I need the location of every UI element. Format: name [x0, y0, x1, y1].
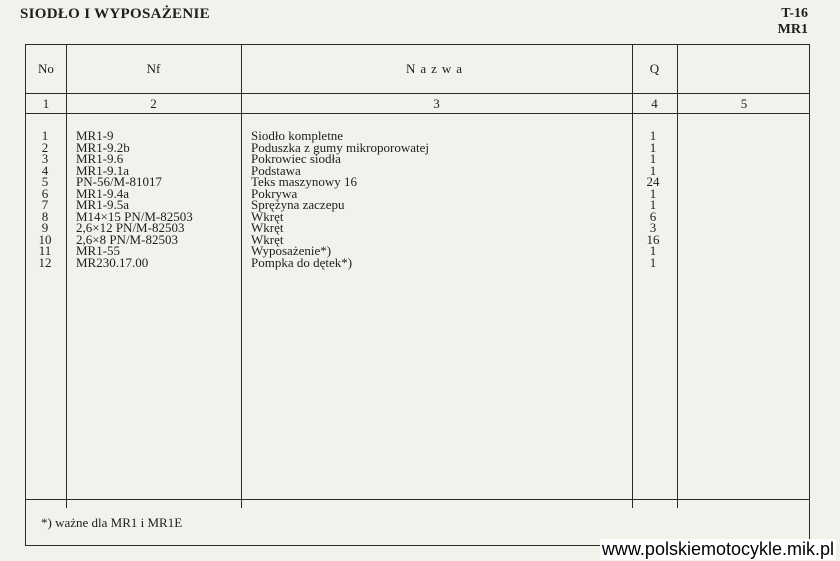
row-q: 3 [649, 220, 657, 235]
row-nf: 2,6×8 PN/M-82503 [76, 231, 178, 247]
row-q: 24 [646, 174, 660, 189]
col-divider-1 [66, 45, 67, 508]
row-name: Pompka do dętek*) [251, 254, 353, 270]
row-name: Pokrywa [251, 185, 298, 201]
website-watermark: www.polskiemotocykle.mik.pl [601, 539, 834, 559]
row-q: 1 [649, 185, 657, 201]
row-name: Wyposażenie*) [251, 243, 332, 258]
header-nazwa: Nazwa [405, 61, 468, 76]
row-nf: MR230.17.00 [76, 254, 149, 270]
column-number-separator [26, 113, 809, 114]
row-name: Siodło kompletne [251, 128, 344, 143]
row-no: 5 [41, 174, 49, 189]
code-top: T-16 [781, 6, 808, 21]
row-no: 2 [41, 139, 49, 155]
row-nf: MR1-9.6 [76, 151, 124, 166]
row-name: Sprężyna zaczepu [251, 197, 345, 212]
row-no: 12 [38, 254, 52, 270]
row-name: Pokrowiec siodła [251, 151, 341, 166]
header-nf: Nf [146, 61, 161, 76]
colnum-5: 5 [740, 96, 748, 111]
page-title: SIODŁO I WYPOSAŻENIE [20, 6, 210, 22]
row-nf: MR1-55 [76, 243, 121, 258]
q-column [634, 130, 672, 268]
row-q: 6 [649, 208, 657, 224]
row-nf: MR1-9.2b [76, 139, 130, 155]
row-nf: MR1-9.1a [76, 162, 130, 178]
row-name: Poduszka z gumy mikroporowatej [251, 139, 429, 155]
row-no: 1 [41, 128, 49, 143]
row-no: 4 [41, 162, 49, 178]
row-no: 7 [41, 197, 49, 212]
row-name: Podstawa [251, 162, 301, 178]
row-q: 1 [649, 243, 657, 258]
row-name: Wkręt [251, 231, 284, 247]
footnote-separator [26, 499, 809, 500]
row-nf: PN-56/M-81017 [76, 174, 162, 189]
col-divider-4 [677, 45, 678, 508]
footnote: *) ważne dla MR1 i MR1E [41, 515, 183, 530]
header-no: No [38, 61, 54, 76]
row-nf: 2,6×12 PN/M-82503 [76, 220, 185, 235]
row-q: 1 [649, 162, 657, 178]
row-nf: M14×15 PN/M-82503 [76, 208, 193, 224]
code-bottom: MR1 [777, 22, 808, 37]
header-separator [26, 93, 809, 94]
colnum-2: 2 [150, 96, 157, 111]
row-q: 1 [649, 139, 657, 155]
header-q: Q [649, 61, 660, 76]
row-no: 10 [38, 231, 52, 247]
colnum-3: 3 [433, 96, 440, 111]
row-q: 16 [646, 231, 660, 247]
col-divider-3 [632, 45, 633, 508]
row-name: Wkręt [251, 208, 284, 224]
row-no: 6 [41, 185, 49, 201]
row-no: 8 [41, 208, 49, 224]
colnum-1: 1 [42, 96, 50, 111]
row-nf: MR1-9 [76, 128, 114, 143]
name-column [251, 130, 429, 268]
row-q: 1 [649, 254, 657, 270]
row-nf: MR1-9.4a [76, 185, 130, 201]
row-nf: MR1-9.5a [76, 197, 130, 212]
row-q: 1 [649, 128, 657, 143]
row-no: 11 [38, 243, 52, 258]
row-no: 3 [41, 151, 49, 166]
nf-column [76, 130, 193, 268]
colnum-4: 4 [651, 96, 658, 111]
row-no: 9 [41, 220, 49, 235]
row-name: Wkręt [251, 220, 284, 235]
no-column [26, 130, 64, 268]
col-divider-2 [241, 45, 242, 508]
document-code [778, 6, 808, 38]
parts-table [25, 44, 810, 546]
row-q: 1 [649, 151, 657, 166]
row-name: Teks maszynowy 16 [251, 174, 357, 189]
row-q: 1 [649, 197, 657, 212]
